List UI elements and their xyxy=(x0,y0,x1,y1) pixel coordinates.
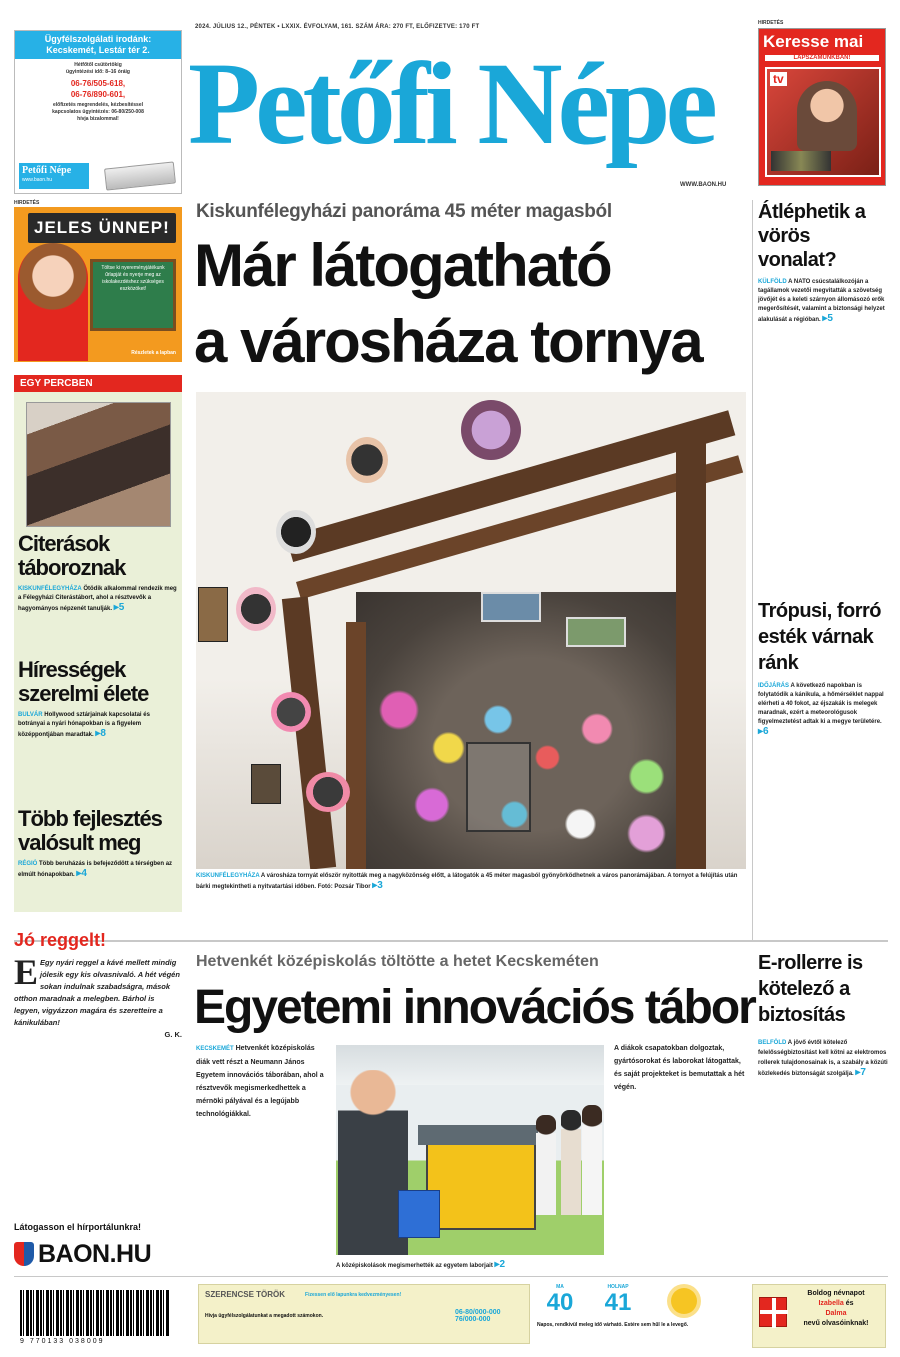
right-story-3[interactable] xyxy=(758,950,888,1079)
masthead[interactable]: Petőfi Népe xyxy=(188,38,713,169)
barcode xyxy=(20,1290,180,1348)
page-arrow: ▸ xyxy=(113,602,119,613)
frame xyxy=(251,764,281,804)
main-photo-tower[interactable] xyxy=(196,392,746,869)
dateline: 2024. JÚLIUS 12., PÉNTEK • LXXIX. ÉVFOLYAM, 161. SZÁM ÁRA: 270 FT, ELŐFIZETVE: 170 FT xyxy=(195,24,480,30)
page-arrow: ▸ xyxy=(372,880,378,891)
right-story-text: A következő napokban is folytatódik a kánikula, a hőmérséklet nappal elérheti a 40 fokot, az éjszakák is melegek maradnak, ezért a meteorológusok figyelmeztetést adtak ki a megye területére. xyxy=(758,683,884,725)
short-story-title: Több fejlesztés valósult meg xyxy=(18,806,162,855)
short-story-1[interactable] xyxy=(18,532,178,614)
weather-label: HOLNAP xyxy=(607,1284,629,1290)
caption-text: A városháza tornyát először nyitották meg a nagyközönség előtt, a látogatók a 45 méter magasból gyönyörködhetnek a város panorámájában. A tornyot a felújítás után bárki megtekintheti a nyitvatartási időben. Fotó: Pozsár Tibor xyxy=(196,873,738,890)
nameday-text3: nevű olvasóinknak! xyxy=(803,1320,869,1327)
frame xyxy=(481,592,541,622)
main-kicker: Kiskunfélegyházi panoráma 45 méter magasból xyxy=(196,201,612,222)
short-story-kicker: RÉGIÓ xyxy=(18,861,38,867)
crossword-phone[interactable]: 76/000-000 xyxy=(455,1316,491,1323)
page-arrow: ▸ xyxy=(822,313,828,324)
weather-box[interactable] xyxy=(537,1284,747,1348)
page-number[interactable]: 7 xyxy=(860,1067,866,1078)
page-number[interactable]: 5 xyxy=(118,602,125,613)
ad-label: HIRDETÉS xyxy=(758,20,784,26)
weather-label: MA xyxy=(556,1284,564,1290)
left-ad-jeles-unnep[interactable] xyxy=(14,207,182,362)
jo-reggelt-text: Egy nyári reggel a kávé mellett mindig jólesik egy kis olvasnivaló. A hét végén sokan indulnak szabadságra, mások otthon maradnak a melegben. Bárhol is legyen, vigyázzon magára és szeretteire a kánikulában! xyxy=(14,958,180,1027)
baon-logo[interactable] xyxy=(14,1238,182,1270)
ad-line: kapcsolatos ügyintézés: 06-80/250-008 xyxy=(52,109,144,115)
right-story-text: A NATO csúcstalálkozóján a tagállamok vezetői megvitatták a szövetség jövőjét és a keleti szárnyon állomásozó erők megerősítését, valamint a biztonsági helyzet alakulását a régióban. xyxy=(758,279,885,323)
innovation-photo[interactable] xyxy=(336,1045,604,1255)
machine-top xyxy=(418,1125,538,1145)
short-story-2[interactable] xyxy=(18,658,178,740)
page-number[interactable]: 5 xyxy=(827,313,833,324)
visitor xyxy=(236,587,276,631)
frame xyxy=(198,587,228,642)
weather-text: Napos, rendkívül meleg idő várható. Estére sem hűl le a levegő. xyxy=(537,1322,689,1328)
page-arrow: ▸ xyxy=(855,1067,861,1078)
visitor xyxy=(306,772,350,812)
ad-cta: Részletek a lapban xyxy=(131,350,176,356)
page-number[interactable]: 4 xyxy=(81,868,87,879)
right-story-title: Trópusi, forró esték várnak ránk xyxy=(758,600,881,674)
ad-title: Ügyfélszolgálati irodánk: Kecskemét, Lestár tér 2. xyxy=(15,31,181,59)
page-arrow: ▸ xyxy=(76,868,82,879)
barcode-bars xyxy=(20,1290,170,1336)
weather-temp: 40 xyxy=(546,1289,574,1316)
nameday-name: Izabella xyxy=(818,1300,844,1307)
page-number[interactable]: 2 xyxy=(499,1259,506,1270)
visitor xyxy=(271,692,311,732)
ad-sub: LAPSZÁMUNKBAN! xyxy=(765,55,879,61)
chalkboard xyxy=(90,259,176,331)
page-number[interactable]: 3 xyxy=(377,880,383,891)
short-story-text: Több beruházás is befejeződött a térségben az elmúlt hónapokban. xyxy=(18,861,173,878)
crossword-label: SZERENCSE TÖRÖK xyxy=(205,1290,286,1299)
top-left-ad[interactable] xyxy=(14,30,182,194)
baon-slogan: Látogasson el hírportálunkra! xyxy=(14,1222,142,1232)
ad-brand-sub: www.baon.hu xyxy=(22,177,53,183)
right-story-kicker: IDŐJÁRÁS xyxy=(758,683,790,689)
second-kicker: Hetvenkét középiskolás töltötte a hetet Kecskeméten xyxy=(196,953,599,970)
right-story-title: E-rollerre is kötelező a biztosítás xyxy=(758,952,863,1026)
ad-phone: 06-76/505-618, xyxy=(70,79,126,88)
right-story-kicker: BELFÖLD xyxy=(758,1040,787,1046)
blue-bin xyxy=(398,1190,440,1238)
cover-strip xyxy=(771,151,831,171)
visitor xyxy=(346,437,388,483)
page-number[interactable]: 8 xyxy=(100,728,106,739)
page-arrow: ▸ xyxy=(758,726,764,737)
right-story-kicker: KÜLFÖLD xyxy=(758,279,787,285)
ad-line: előfizetés megrendelés, kézbesítéssel xyxy=(52,102,144,108)
crossword-phone[interactable]: 06-80/000-000 xyxy=(455,1309,501,1316)
sun-icon xyxy=(671,1288,697,1314)
chalkboard-text: Töltse ki nyereményjátékunk űrlapját és nyerje meg az iskolakezdéshez szükséges eszközöket! xyxy=(101,265,165,292)
machine xyxy=(426,1135,536,1230)
short-story-title: Citerások táboroznak xyxy=(18,531,126,580)
crowd xyxy=(366,672,696,862)
nameday-and: és xyxy=(845,1300,854,1307)
crossword-text2: Hívja ügyfélszolgálatunkat a megadott számokon. xyxy=(205,1313,324,1319)
page-number[interactable]: 6 xyxy=(763,726,769,737)
right-story-1[interactable] xyxy=(758,200,888,325)
cover-portrait xyxy=(797,81,857,151)
nameday-name2: Dalma xyxy=(825,1310,847,1317)
ad-brand-logo: Petőfi Népe xyxy=(22,165,72,176)
right-story-text: A jövő évtől kötelező felelősségbiztosítást kell kötni az elektromos rollerek tulajdonosainak is, a szabály a közúti közlekedés biztonságát szolgálja. xyxy=(758,1040,888,1077)
ad-phone: 06-76/890-601, xyxy=(70,90,126,99)
weather-temp: 41 xyxy=(604,1289,632,1316)
caption-kicker: KISKUNFÉLEGYHÁZA xyxy=(196,873,260,879)
glass-box xyxy=(466,742,531,832)
second-body-right xyxy=(614,1042,746,1094)
second-headline[interactable]: Egyetemi innovációs tábor xyxy=(194,981,755,1034)
ad-label: HIRDETÉS xyxy=(14,200,40,206)
jo-reggelt-box[interactable] xyxy=(14,928,182,1218)
second-caption xyxy=(336,1259,746,1270)
post xyxy=(346,622,366,869)
second-kicker-inline: KECSKEMÉT xyxy=(196,1046,234,1052)
short-story-title: Hírességek szerelmi élete xyxy=(18,657,149,706)
newspaper-roll-image xyxy=(104,161,176,190)
baon-logo-text: BAON.HU xyxy=(38,1239,152,1268)
nameday-box[interactable] xyxy=(752,1284,886,1348)
citera-photo[interactable] xyxy=(26,402,171,527)
ad-line: ügyintézési idő: 8–16 óráig xyxy=(66,69,130,75)
website-url[interactable]: WWW.BAON.HU xyxy=(680,182,727,188)
drop-cap: E xyxy=(14,952,39,992)
visitor xyxy=(461,400,521,460)
ad-title: JELES ÜNNEP! xyxy=(28,213,176,243)
short-story-kicker: KISKUNFÉLEGYHÁZA xyxy=(18,586,82,592)
ad-line: hívja bizalommal! xyxy=(77,116,119,122)
short-story-3[interactable] xyxy=(18,807,178,880)
right-story-title: Átléphetik a vörös vonalat? xyxy=(758,201,866,271)
student xyxy=(582,1105,602,1215)
frame xyxy=(566,617,626,647)
visitor xyxy=(276,510,316,554)
crossword-text1: Fizessen elő lapunkra kedvezményesen! xyxy=(305,1291,402,1298)
jo-reggelt-title: Jó reggelt! xyxy=(14,930,107,950)
main-caption xyxy=(196,872,746,892)
second-caption-text: A középiskolások megismerhették az egyetem laborjait xyxy=(336,1263,493,1269)
footer-divider xyxy=(14,1276,888,1277)
ad-line: Hétfőtől csütörtökig xyxy=(74,62,122,68)
nameday-text: Boldog névnapot xyxy=(807,1290,865,1297)
crossword-promo[interactable] xyxy=(198,1284,530,1344)
page-arrow: ▸ xyxy=(95,728,101,739)
barcode-digits: 9 770133 038009 xyxy=(20,1338,105,1345)
jo-reggelt-signature: G. K. xyxy=(164,1030,182,1039)
gift-icon xyxy=(759,1297,787,1327)
second-body-text: Hetvenkét középiskolás diák vett részt a Neumann János Egyetem innovációs táborában, ahol a résztvevők megismerkedhettek a mérnöki pályával és a legújabb technológiákkal. xyxy=(196,1045,324,1118)
short-story-text: Hollywood sztárjainak kapcsolatai és botrányai a nyári hónapokban is a figyelem középpontjában maradtak. xyxy=(18,712,150,738)
main-headline-line1[interactable]: Már látogatható xyxy=(194,232,611,299)
main-headline-line2[interactable]: a városháza tornya xyxy=(194,308,702,375)
student xyxy=(536,1115,556,1215)
second-body-text-right: A diákok csapatokban dolgoztak, gyártósorokat és laborokat látogattak, és saját projekteket is bemutattak a hét végén. xyxy=(614,1045,745,1091)
tv-logo: tv xyxy=(770,72,787,86)
shield-icon xyxy=(14,1242,34,1266)
girl-illustration xyxy=(18,243,88,361)
egy-percben-label: EGY PERCBEN xyxy=(14,375,182,392)
right-story-2[interactable] xyxy=(758,598,888,738)
page-arrow: ▸ xyxy=(494,1259,500,1270)
top-right-ad[interactable] xyxy=(758,28,886,186)
right-column-divider xyxy=(752,200,753,940)
short-story-text: Ötödik alkalommal rendezik meg a Félegyházi Citerástábort, ahol a résztvevők a hagyományos népzenét tanulják. xyxy=(18,586,177,612)
student xyxy=(561,1110,581,1215)
second-body-left xyxy=(196,1042,328,1121)
tv-magazine-image xyxy=(765,67,881,177)
short-story-kicker: BULVÁR xyxy=(18,712,43,718)
ad-headline: Keresse mai xyxy=(763,32,864,51)
